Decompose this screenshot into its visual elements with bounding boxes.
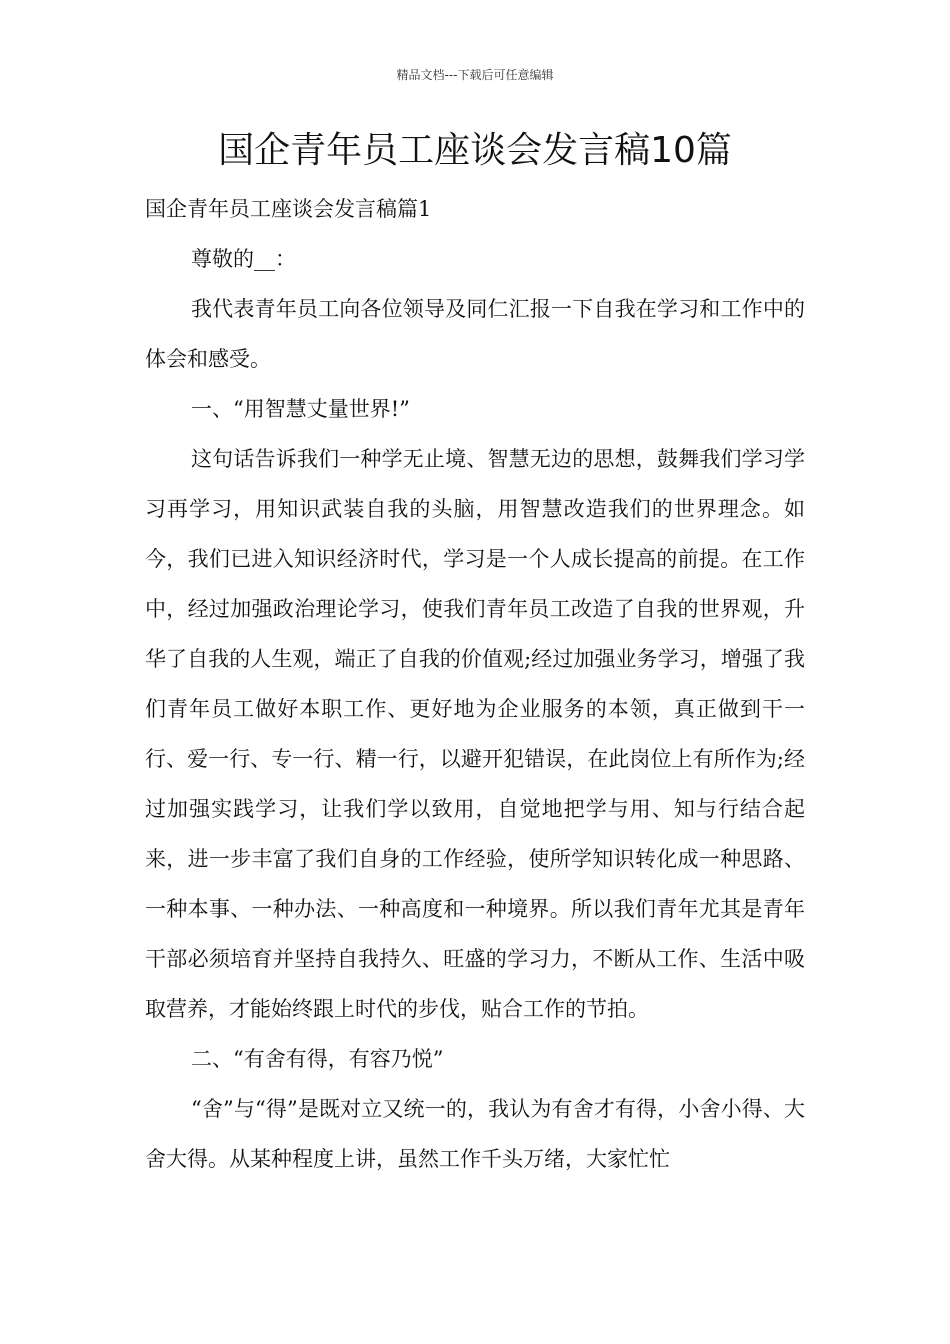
document-body xyxy=(145,184,805,1184)
salutation: 尊敬的__： xyxy=(191,247,296,271)
paragraph-point-1: 这句话告诉我们一种学无止境、智慧无边的思想，鼓舞我们学习学习再学习，用知识武装自我的头脑，用智慧改造我们的世界理念。如今，我们已进入知识经济时代，学习是一个人成长提高的前提。在工作中，经过加强政治理论学习，使我们青年员工改造了自我的世界观，升华了自我的人生观，端正了自我的价值观;经过加强业务学习，增强了我们青年员工做好本职工作、更好地为企业服务的本领，真正做到干一行、爱一行、专一行、精一行，以避开犯错误，在此岗位上有所作为;经过加强实践学习，让我们学以致用，自觉地把学与用、知与行结合起来，进一步丰富了我们自身的工作经验，使所学知识转化成一种思路、一种本事、一种办法、一种高度和一种境界。所以我们青年尤其是青年干部必须培育并坚持自我持久、旺盛的学习力，不断从工作、生活中吸取营养，才能始终跟上时代的步伐，贴合工作的节拍。 xyxy=(145,447,805,1021)
point-heading-1: 一、“用智慧丈量世界!” xyxy=(191,397,410,421)
section-heading: 国企青年员工座谈会发言稿篇1 xyxy=(145,197,432,221)
point-heading-2: 二、“有舍有得，有容乃悦” xyxy=(191,1047,444,1071)
paragraph-point-2: “舍”与“得”是既对立又统一的，我认为有舍才有得，小舍小得、大舍大得。从某种程度上讲，虽然工作千头万绪，大家忙忙 xyxy=(145,1097,805,1171)
document-title: 国企青年员工座谈会发言稿10篇 xyxy=(218,130,732,171)
header-note: 精品文档---下载后可任意编辑 xyxy=(396,68,554,82)
paragraph-intro: 我代表青年员工向各位领导及同仁汇报一下自我在学习和工作中的体会和感受。 xyxy=(145,297,805,371)
